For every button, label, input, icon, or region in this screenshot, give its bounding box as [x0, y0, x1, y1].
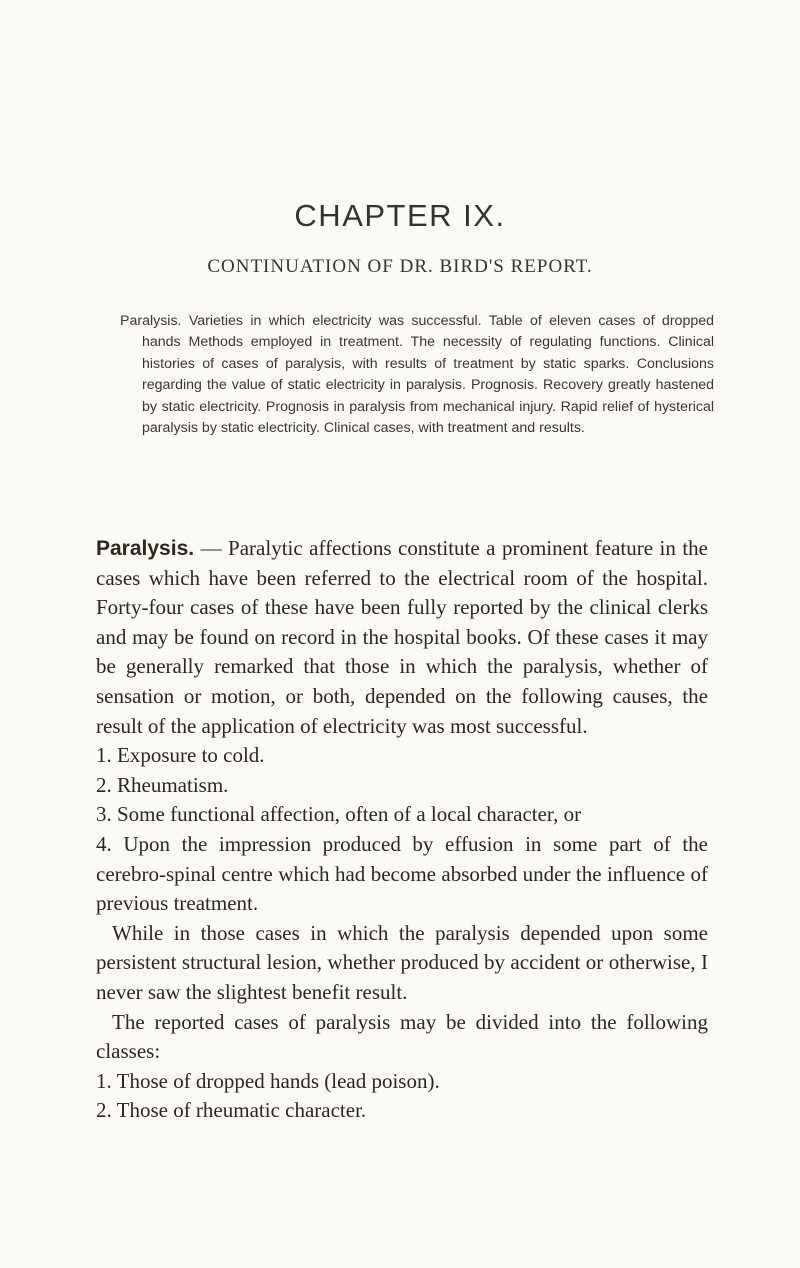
cause-item-1: 1. Exposure to cold. — [96, 743, 265, 768]
structural-paragraph: While in those cases in which the paralysis depended upon some persistent structural lesion, whether produced by accident or otherwise, I never saw the slightest benefit result. — [96, 920, 708, 1004]
class-item-2: 2. Those of rheumatic character. — [96, 1098, 367, 1123]
chapter-synopsis: Paralysis. Varieties in which electricity was successful. Table of eleven cases of dropped hands Methods employed in treatment. The necessity of regulating functions. Clinical histories of cases of paralysis, with results of treatment by static sparks. Conclusions regarding the value of static electricity in paralysis. Prognosis. Recovery greatly hastened by static electricity. Prognosis in paralysis from mechanical injury. Rapid relief of hysterical paralysis by static electricity. Clinical cases, with treatment and results. — [120, 313, 714, 437]
classes-intro: The reported cases of paralysis may be divided into the following classes: — [96, 1009, 708, 1064]
intro-text: — Paralytic affections constitute a prominent feature in the cases which have been referred to the electrical room of the hospital. Forty-four cases of these have been fully reported by the clinical clerks and may be found on record in the hospital books. Of these cases it may be generally remarked that those in which the paralysis, whether of sensation or motion, or both, depended on the following causes, the result of the application of electricity was most successful. — [96, 536, 708, 738]
intro-paragraph — [96, 534, 708, 741]
chapter-title: CHAPTER IX. — [294, 198, 506, 233]
run-in-heading: Paralysis. — [96, 537, 195, 560]
body-text — [96, 534, 708, 1126]
cause-item-2: 2. Rheumatism. — [96, 772, 229, 797]
class-item-1: 1. Those of dropped hands (lead poison). — [96, 1068, 440, 1093]
cause-item-3: 3. Some functional affection, often of a local character, or — [96, 802, 582, 827]
chapter-subtitle: CONTINUATION OF DR. BIRD'S REPORT. — [207, 256, 593, 277]
cause-item-4: 4. Upon the impression produced by effusion in some part of the cerebro-spinal centre which had become absorbed under the influence of previous treatment. — [96, 831, 708, 916]
